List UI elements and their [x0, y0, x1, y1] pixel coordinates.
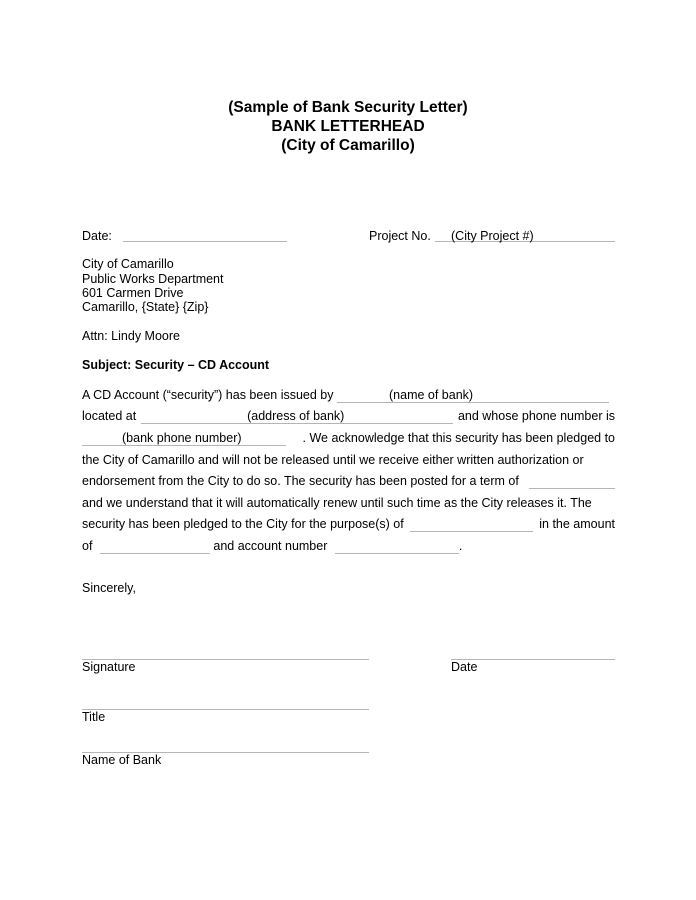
title-line: [82, 709, 369, 710]
subject-line: Subject: Security – CD Account: [82, 358, 270, 372]
address-line-4: Camarillo, {State} {Zip}: [82, 300, 209, 314]
body-line-7-post: in the amount: [539, 517, 615, 531]
date-blank-line: [123, 241, 287, 242]
body-line-8-end: .: [458, 539, 463, 553]
bank-phone-field: [82, 432, 286, 446]
account-number-field: [335, 540, 459, 554]
purpose-field: [410, 518, 533, 532]
body-line-8-pre: of: [82, 539, 93, 553]
letter-heading-sample: (Sample of Bank Security Letter): [228, 99, 468, 116]
body-line-7: [82, 516, 615, 532]
closing-sincerely: Sincerely,: [82, 581, 136, 595]
body-line-2-pre: located at: [82, 409, 137, 423]
signature-label: Signature: [82, 660, 136, 674]
bank-name-value: (name of bank): [389, 388, 474, 402]
address-line-3: 601 Carmen Drive: [82, 286, 184, 300]
body-line-5: [82, 473, 615, 489]
body-line-3-text: . We acknowledge that this security has been pledged to: [302, 431, 615, 445]
address-line-1: City of Camarillo: [82, 257, 174, 271]
signature-date-label: Date: [451, 660, 478, 674]
body-line-3: [82, 430, 615, 446]
body-line-2: [82, 408, 615, 424]
body-line-1-text: A CD Account (“security”) has been issued by: [82, 388, 334, 402]
project-label: Project No.: [369, 229, 431, 243]
letter-heading-city: (City of Camarillo): [281, 137, 415, 154]
body-line-8-mid: and account number: [213, 539, 328, 553]
bank-name-label: Name of Bank: [82, 753, 162, 767]
bank-address-value: (address of bank): [247, 409, 345, 423]
body-line-6: and we understand that it will automatically renew until such time as the City releases it. The: [82, 496, 592, 510]
bank-phone-value: (bank phone number): [122, 431, 242, 445]
date-label: Date:: [82, 229, 112, 243]
body-line-4: the City of Camarillo and will not be released until we receive either written authorization or: [82, 453, 584, 467]
attention-line: Attn: Lindy Moore: [82, 329, 180, 343]
title-label: Title: [82, 710, 106, 724]
bank-address-field: [141, 410, 453, 424]
letter-heading-letterhead: BANK LETTERHEAD: [271, 118, 425, 135]
body-line-7-pre: security has been pledged to the City for the purpose(s) of: [82, 517, 404, 531]
body-line-1: [82, 387, 615, 403]
body-line-5-text: endorsement from the City to do so. The security has been posted for a term of: [82, 474, 519, 488]
address-line-2: Public Works Department: [82, 272, 224, 286]
body-line-8: [82, 538, 615, 554]
bank-name-field: [337, 389, 609, 403]
amount-field: [100, 540, 210, 554]
term-field: [529, 475, 615, 489]
project-value: (City Project #): [451, 229, 534, 243]
body-line-2-post: and whose phone number is: [457, 409, 615, 423]
